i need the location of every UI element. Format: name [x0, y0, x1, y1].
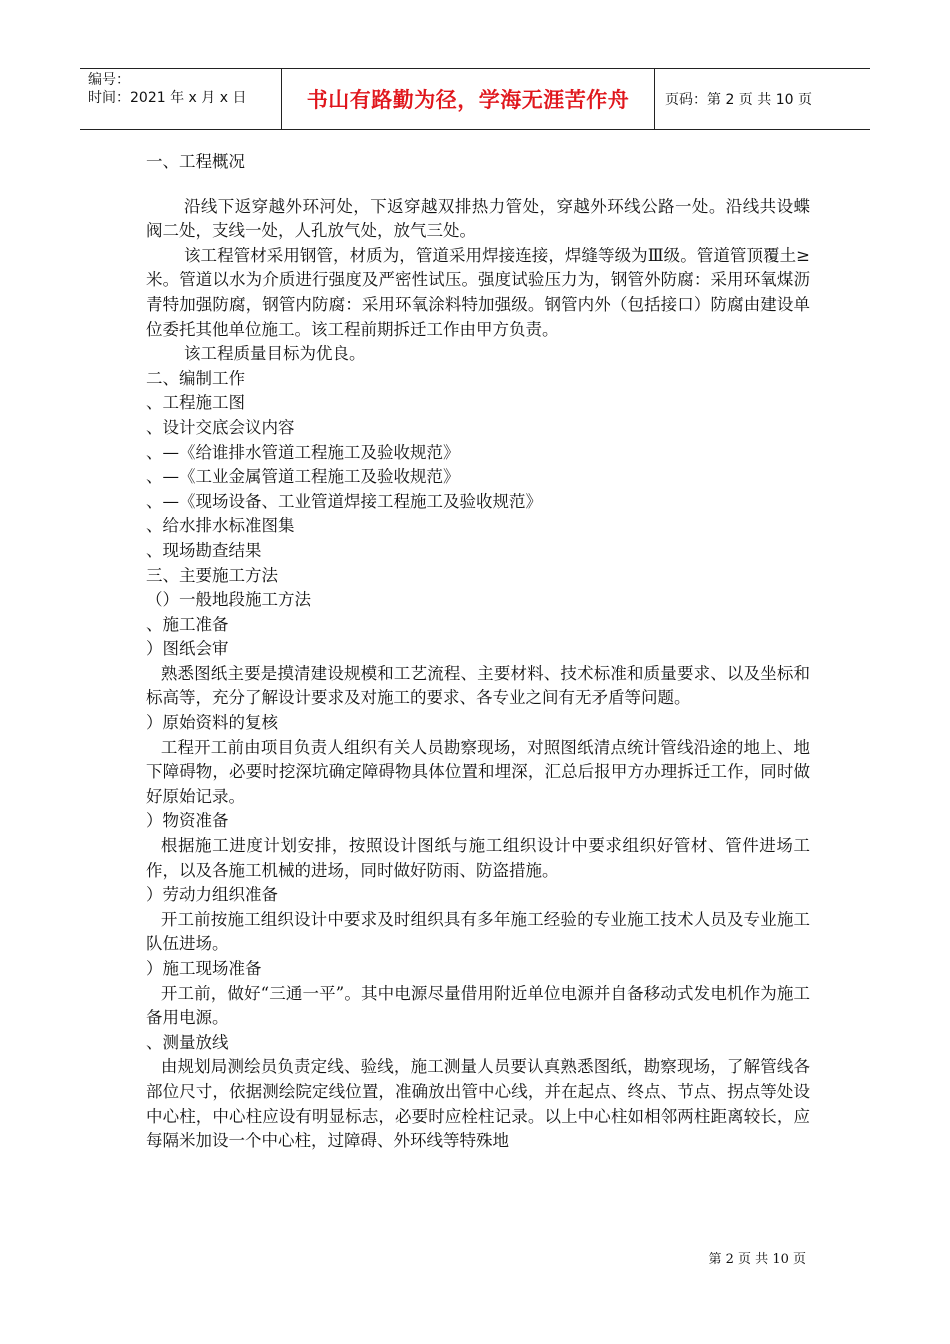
subitem-paragraph: 根据施工进度计划安排，按照设计图纸与施工组织设计中要求组织好管材、管件进场工作，以及各施工机械的进场，同时做好防雨、防盗措施。	[146, 836, 810, 880]
subitem-paragraph: 由规划局测绘员负责定线、验线，施工测量人员要认真熟悉图纸，勘察现场，了解管线各部位尺寸，依据测绘院定线位置，准确放出管中心线，并在起点、终点、节点、拐点等处设中心柱，中心柱应设有明显标志，必要时应栓柱记录。以上中心柱如相邻两柱距离较长，应每隔米加设一个中心柱，过障碍、外环线等特殊地	[146, 1057, 810, 1151]
header-table	[80, 68, 870, 130]
list-item: 、现场勘查结果	[146, 540, 262, 560]
subitem-title: ）原始资料的复核	[146, 713, 278, 733]
document-body	[146, 150, 810, 1154]
subitem-paragraph: 工程开工前由项目负责人组织有关人员勘察现场，对照图纸清点统计管线沿途的地上、地下障碍物，必要时挖深坑确定障碍物具体位置和埋深，汇总后报甲方办理拆迁工作，同时做好原始记录。	[146, 737, 810, 806]
subitem-title: ）物资准备	[146, 811, 229, 831]
item-title: 、测量放线	[146, 1032, 229, 1052]
motto-text: 书山有路勤为径，学海无涯苦作舟	[306, 88, 630, 112]
list-item: 、设计交底会议内容	[146, 417, 295, 437]
list-item: 、工程施工图	[146, 393, 245, 413]
list-item: 、—《给谁排水管道工程施工及验收规范》	[146, 442, 460, 462]
subitem-title: ）劳动力组织准备	[146, 885, 278, 905]
time-label: 时间：2021 年 x 月 x 日	[88, 90, 247, 106]
item-title: 、施工准备	[146, 614, 229, 634]
subitem-title: ）图纸会审	[146, 639, 229, 659]
paragraph-1: 沿线下返穿越外环河处，下返穿越双排热力管处，穿越外环线公路一处。沿线共设蝶阀二处，支线一处，人孔放气处，放气三处。	[146, 196, 810, 241]
motto-cell	[282, 69, 655, 129]
paragraph-2: 该工程管材采用钢管，材质为，管道采用焊接连接，焊缝等级为Ⅲ级。管道管顶覆土≥米。管道以水为介质进行强度及严密性试压。强度试验压力为，钢管外防腐：采用环氧煤沥青特加强防腐，钢管内防腐：采用环氧涂料特加强级。钢管内外（包括接口）防腐由建设单位委托其他单位施工。该工程前期拆迁工作由甲方负责。	[146, 245, 810, 339]
section-3-title: 三、主要施工方法	[146, 565, 278, 585]
number-label: 编号：	[88, 72, 130, 88]
list-item: 、—《现场设备、工业管道焊接工程施工及验收规范》	[146, 491, 542, 511]
subitem-title: ）施工现场准备	[146, 959, 262, 978]
subitem-paragraph: 熟悉图纸主要是摸清建设规模和工艺流程、主要材料、技术标准和质量要求、以及坐标和标高等，充分了解设计要求及对施工的要求、各专业之间有无矛盾等问题。	[146, 663, 810, 708]
paragraph-3: 该工程质量目标为优良。	[183, 344, 366, 364]
page-label: 页码：第 2 页 共 10 页	[665, 92, 812, 108]
section-1-title: 一、工程概况	[146, 152, 245, 171]
page-footer: 第 2 页 共 10 页	[708, 1252, 806, 1267]
list-item: 、给水排水标准图集	[146, 516, 295, 536]
subsection-title: （）一般地段施工方法	[146, 590, 311, 610]
subitem-paragraph: 开工前，做好“三通一平”。其中电源尽量借用附近单位电源并自备移动式发电机作为施工备用电源。	[146, 983, 810, 1028]
list-item: 、—《工业金属管道工程施工及验收规范》	[146, 467, 460, 487]
header-left-cell	[80, 69, 282, 129]
subitem-paragraph: 开工前按施工组织设计中要求及时组织具有多年施工经验的专业施工技术人员及专业施工队伍进场。	[146, 909, 810, 954]
section-2-title: 二、编制工作	[146, 368, 245, 388]
page-label-cell	[655, 69, 870, 129]
